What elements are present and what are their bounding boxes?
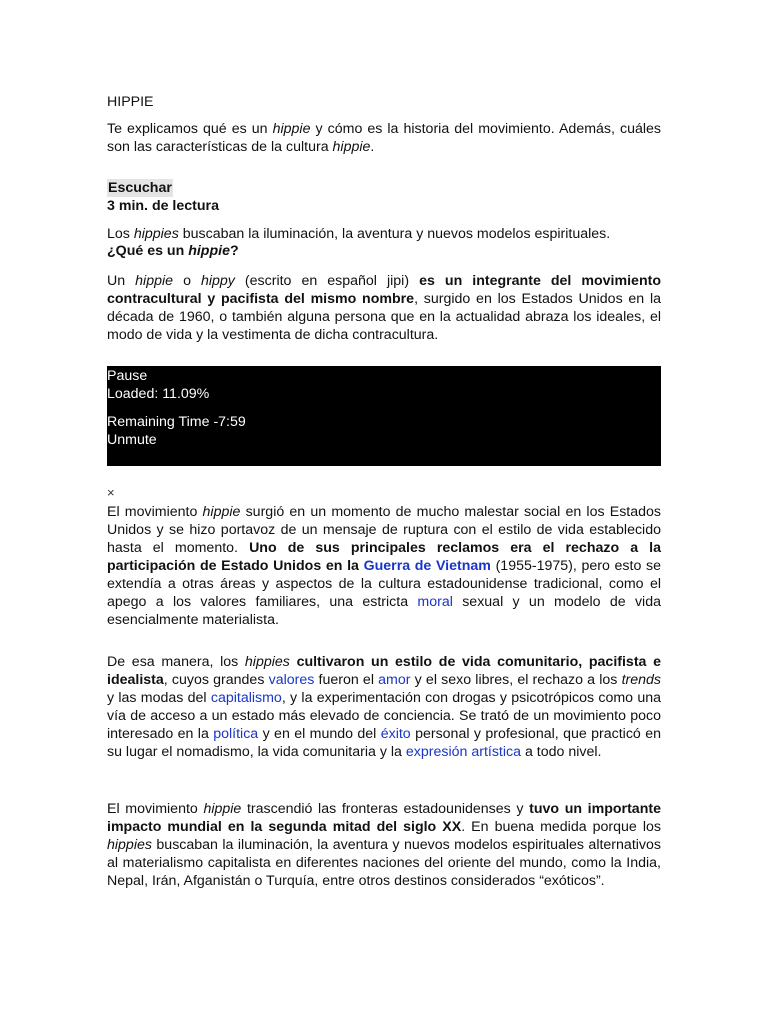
section-heading <box>107 242 239 260</box>
paragraph-4 <box>107 800 661 890</box>
text-run: (escrito en español jipi) <box>234 273 420 289</box>
text-run: El movimiento <box>107 801 204 817</box>
text-run: Un <box>107 273 136 289</box>
text-run: fueron el <box>314 672 379 688</box>
italic-text: hippie <box>332 139 371 155</box>
inline-link[interactable]: amor <box>378 672 411 688</box>
inline-link[interactable]: capitalismo <box>210 690 282 706</box>
italic-text: hippie <box>272 121 311 137</box>
text-run: buscaban la iluminación, la aventura y nuevos modelos espirituales. <box>178 226 611 242</box>
bold-text: cultivaron un estilo de vida comunitario, pacifista e idealista <box>107 654 662 688</box>
paragraph-3 <box>107 653 661 761</box>
text-run: (1955-1975), pero esto se extendía a otras áreas y aspectos de la cultura estadounidense tradicional, como el apego a los valores familiares, una estricta <box>107 558 661 610</box>
article-heading: HIPPIE <box>107 94 154 110</box>
inline-link[interactable]: expresión artística <box>405 744 522 760</box>
text-run: ? <box>229 243 239 259</box>
media-player[interactable] <box>107 366 661 466</box>
text-run: De esa manera, los <box>107 654 245 670</box>
text-run <box>290 654 297 670</box>
intro-paragraph <box>107 120 661 156</box>
inline-link[interactable]: Guerra de Vietnam <box>363 558 491 574</box>
text-run: ¿Qué es un <box>107 243 189 259</box>
text-run: , cuyos grandes <box>163 672 269 688</box>
italic-text: hippies <box>244 654 290 670</box>
text-run: trascendió las fronteras estadounidenses y <box>241 801 530 817</box>
inline-link[interactable]: valores <box>268 672 315 688</box>
inline-link[interactable]: moral <box>417 594 453 610</box>
italic-text: trends <box>621 672 661 688</box>
loaded-status: Loaded: 11.09% <box>107 386 210 402</box>
read-time: 3 min. de lectura <box>107 198 219 214</box>
text-run: . En buena medida porque los <box>461 819 661 835</box>
text-run: , surgido en los Estados Unidos en la década de 1960, o también alguna persona que en la actualidad abraza los ideales, el modo de vida y la vestimenta de dicha contracultura. <box>107 291 661 343</box>
italic-text: hippies <box>107 837 152 853</box>
bold-text: hippie <box>188 243 230 259</box>
text-run: y las modas del <box>107 690 211 706</box>
italic-text: hippies <box>133 226 179 242</box>
italic-text: hippy <box>200 273 235 289</box>
text-run: y cómo es la historia del movimiento. Además, cuáles son las características de la cultura <box>107 121 662 155</box>
text-run: El movimiento <box>107 504 203 520</box>
bold-text: Uno de sus principales reclamos era el rechazo a la participación de Estado Unidos en la <box>107 540 662 574</box>
remaining-time: Remaining Time -7:59 <box>107 414 246 430</box>
bold-text: es un integrante del movimiento contracultural y pacifista del mismo nombre <box>107 273 661 307</box>
text-run: Los <box>107 226 134 242</box>
bold-text: tuvo un importante impacto mundial en la segunda mitad del siglo XX <box>107 801 661 835</box>
close-icon[interactable]: × <box>107 485 115 500</box>
text-run: sexual y un modelo de vida esencialmente materialista. <box>107 594 661 628</box>
text-run: a todo nivel. <box>521 744 602 760</box>
text-run: o <box>173 273 201 289</box>
text-run: Te explicamos qué es un <box>107 121 273 137</box>
italic-text: hippie <box>202 504 241 520</box>
italic-text: hippie <box>203 801 242 817</box>
pause-button[interactable]: Pause <box>107 368 148 384</box>
inline-link[interactable]: éxito <box>380 726 411 742</box>
text-run: y el sexo libres, el rechazo a los <box>410 672 622 688</box>
text-run: . <box>370 139 375 155</box>
paragraph-1 <box>107 272 661 344</box>
unmute-button[interactable]: Unmute <box>107 432 157 448</box>
player-spacer <box>107 403 661 413</box>
text-run: surgió en un momento de mucho malestar social en los Estados Unidos y se hizo portavoz de un mensaje de ruptura con el estilo de vida establecido hasta el momento. <box>107 504 661 556</box>
text-run: buscaban la iluminación, la aventura y nuevos modelos espirituales alternativos al materialismo capitalista en diferentes naciones del oriente del mundo, como la India, Nepal, Irán, Afganistán o Turquía, entre otros destinos considerados “exóticos”. <box>107 837 661 889</box>
italic-text: hippie <box>135 273 174 289</box>
image-caption <box>107 225 610 243</box>
text-run: personal y profesional, que practicó en su lugar el nomadismo, la vida comunitaria y la <box>107 726 661 760</box>
text-run: , y la experimentación con drogas y psicotrópicos como una vía de acceso a un estado más elevado de conciencia. Se trató de un movimiento poco interesado en la <box>107 690 661 742</box>
listen-button[interactable]: Escuchar <box>108 180 172 196</box>
text-run: y en el mundo del <box>258 726 381 742</box>
inline-link[interactable]: política <box>213 726 259 742</box>
paragraph-2 <box>107 503 661 629</box>
